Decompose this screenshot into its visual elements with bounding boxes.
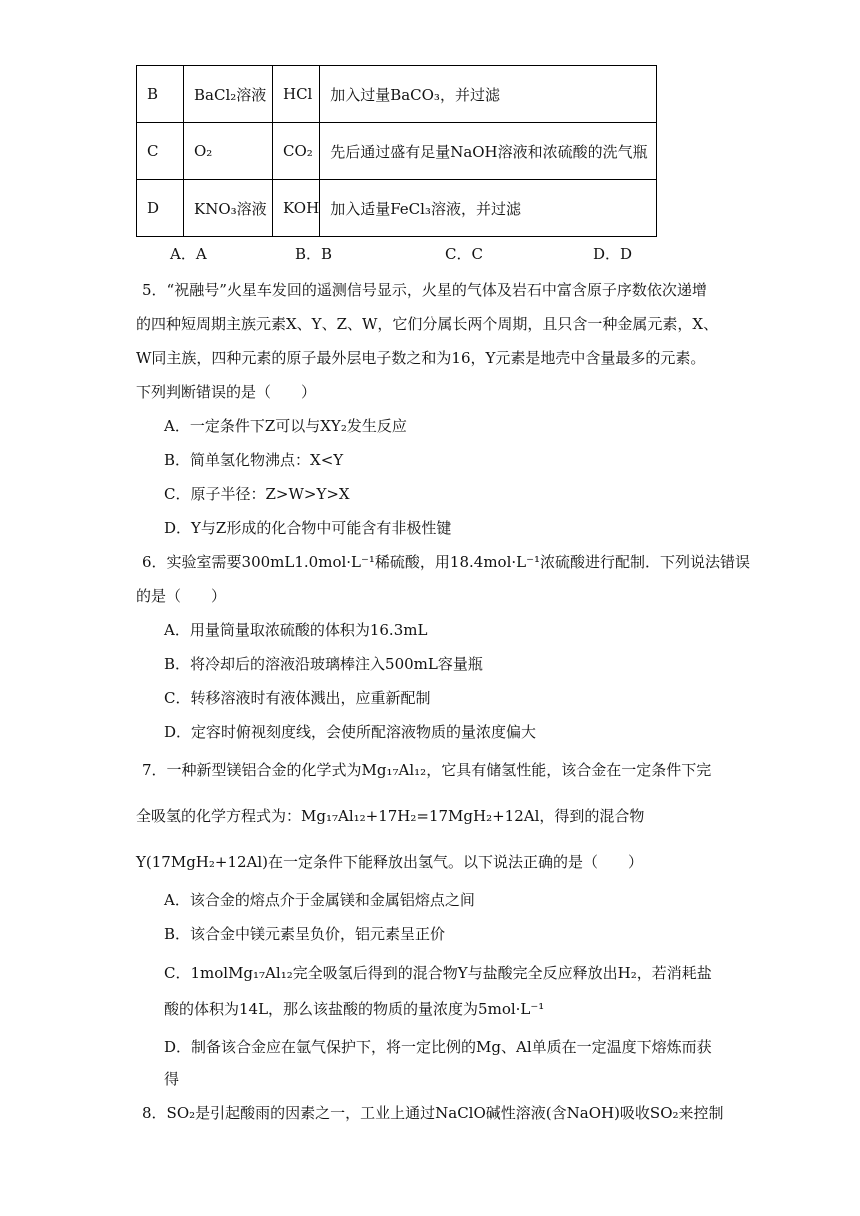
q7-option-a: A．该合金的熔点介于金属镁和金属铝熔点之间 <box>164 891 475 909</box>
q7-stem-line: Y(17MgH₂+12Al)在一定条件下能释放出氢气。以下说法正确的是（ ） <box>136 853 644 871</box>
method-cell: 加入适量FeCl₃溶液，并过滤 <box>320 180 657 237</box>
substance-cell: KNO₃溶液 <box>184 180 273 237</box>
q6-option-c: C．转移溶液时有液体溅出，应重新配制 <box>164 689 431 707</box>
q4-option-c: C．C <box>445 245 483 263</box>
q7-stem-line: 7．一种新型镁铝合金的化学式为Mg₁₇Al₁₂，它具有储氢性能，该合金在一定条件下完 <box>142 761 712 779</box>
q5-option-d: D．Y与Z形成的化合物中可能含有非极性键 <box>164 519 452 537</box>
row-label: C <box>137 123 184 180</box>
q5-stem-line: 下列判断错误的是（ ） <box>136 383 317 401</box>
q5-stem-line: W同主族，四种元素的原子最外层电子数之和为16，Y元素是地壳中含量最多的元素。 <box>136 349 706 367</box>
impurity-cell: KOH <box>273 180 320 237</box>
row-label: D <box>137 180 184 237</box>
method-cell: 加入过量BaCO₃，并过滤 <box>320 66 657 123</box>
q5-option-b: B．简单氢化物沸点：X<Y <box>164 451 344 469</box>
options-table <box>136 65 657 237</box>
q7-stem-line: 全吸氢的化学方程式为：Mg₁₇Al₁₂+17H₂=17MgH₂+12Al，得到的混合物 <box>136 807 645 825</box>
q5-stem-line: 的四种短周期主族元素X、Y、Z、W，它们分属长两个周期，且只含一种金属元素，X、 <box>136 315 719 333</box>
q7-option-c-continued: 酸的体积为14L，那么该盐酸的物质的量浓度为5mol·L⁻¹ <box>164 1000 545 1018</box>
impurity-cell: CO₂ <box>273 123 320 180</box>
q5-stem-line: 5．“祝融号”火星车发回的遥测信号显示，火星的气体及岩石中富含原子序数依次递增 <box>142 281 707 299</box>
q7-option-d-continued: 得 <box>164 1070 180 1088</box>
q6-option-b: B．将冷却后的溶液沿玻璃棒注入500mL容量瓶 <box>164 655 483 673</box>
q6-stem-line: 6．实验室需要300mL1.0mol·L⁻¹稀硫酸，用18.4mol·L⁻¹浓硫酸进行配制．下列说法错误 <box>142 553 751 571</box>
substance-cell: O₂ <box>184 123 273 180</box>
q5-option-a: A．一定条件下Z可以与XY₂发生反应 <box>164 417 407 435</box>
q7-option-c: C．1molMg₁₇Al₁₂完全吸氢后得到的混合物Y与盐酸完全反应释放出H₂，若消耗盐 <box>164 964 712 982</box>
q4-option-a: A．A <box>170 245 207 263</box>
table-row <box>137 66 657 123</box>
table-row <box>137 123 657 180</box>
q4-option-d: D．D <box>593 245 633 263</box>
q6-option-a: A．用量筒量取浓硫酸的体积为16.3mL <box>164 621 428 639</box>
row-label: B <box>137 66 184 123</box>
q5-option-c: C．原子半径：Z>W>Y>X <box>164 485 350 503</box>
q4-option-b: B．B <box>295 245 333 263</box>
q8-stem-line: 8．SO₂是引起酸雨的因素之一，工业上通过NaClO碱性溶液(含NaOH)吸收SO₂来控制 <box>142 1104 724 1122</box>
table-row <box>137 180 657 237</box>
impurity-cell: HCl <box>273 66 320 123</box>
q6-option-d: D．定容时俯视刻度线，会使所配溶液物质的量浓度偏大 <box>164 723 537 741</box>
substance-cell: BaCl₂溶液 <box>184 66 273 123</box>
q6-stem-line: 的是（ ） <box>136 587 227 605</box>
q7-option-d: D．制备该合金应在氩气保护下，将一定比例的Mg、Al单质在一定温度下熔炼而获 <box>164 1038 712 1056</box>
q7-option-b: B．该合金中镁元素呈负价，铝元素呈正价 <box>164 925 446 943</box>
method-cell: 先后通过盛有足量NaOH溶液和浓硫酸的洗气瓶 <box>320 123 657 180</box>
